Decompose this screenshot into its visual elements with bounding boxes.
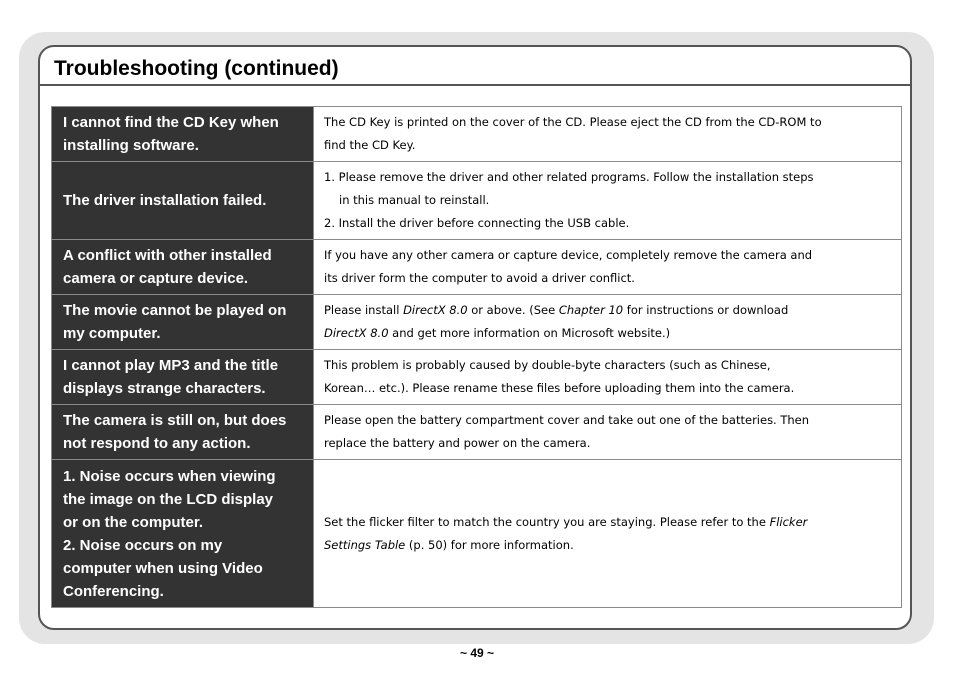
solution-text: find the CD Key. (324, 138, 416, 152)
solution-cell (314, 107, 902, 162)
problem-text: I cannot find the CD Key when (63, 114, 279, 131)
solution-text: for instructions or download (623, 303, 789, 317)
problem-text: installing software. (63, 137, 199, 154)
problem-text: computer when using Video (63, 559, 263, 577)
solution-text: If you have any other camera or capture device, completely remove the camera and (324, 248, 813, 262)
solution-line (324, 511, 893, 534)
problem-cell (52, 295, 314, 350)
solution-line (324, 299, 893, 322)
problem-text: my computer. (63, 325, 161, 342)
troubleshooting-table (51, 106, 902, 608)
problem-text: or on the computer. (63, 513, 204, 531)
solution-text: replace the battery and power on the camera. (324, 436, 591, 450)
problem-text: A conflict with other installed (63, 247, 272, 264)
problem-text: Conferencing. (63, 582, 164, 600)
emphasis-text: Settings Table (324, 537, 406, 552)
problem-text: camera or capture device. (63, 270, 249, 287)
table-row (52, 295, 902, 350)
table-row (52, 405, 902, 460)
problem-text: 2. Noise occurs on my (63, 536, 223, 554)
page-number: ~ 49 ~ (459, 646, 495, 660)
solution-text: Please install (324, 303, 404, 317)
page-title: Troubleshooting (continued) (54, 57, 339, 80)
table-row (52, 162, 902, 240)
problem-text: displays strange characters. (63, 380, 266, 397)
solution-text: (p. 50) for more information. (405, 537, 574, 552)
solution-text: its driver form the computer to avoid a driver conflict. (324, 271, 635, 285)
problem-text: The driver installation failed. (63, 192, 267, 209)
emphasis-text: DirectX 8.0 (324, 326, 389, 340)
solution-cell (314, 460, 902, 608)
solution-line (324, 534, 893, 557)
table-row (52, 107, 902, 162)
problem-cell (52, 107, 314, 162)
solution-cell (314, 162, 902, 240)
emphasis-text: Flicker (769, 514, 808, 529)
problem-cell (52, 350, 314, 405)
problem-cell (52, 405, 314, 460)
problem-text: The movie cannot be played on (63, 302, 287, 319)
table-row (52, 350, 902, 405)
problem-text: the image on the LCD display (63, 490, 274, 508)
solution-text: and get more information on Microsoft website.) (388, 326, 671, 340)
solution-text: or above. (See (467, 303, 559, 317)
problem-cell (52, 240, 314, 295)
solution-cell (314, 295, 902, 350)
solution-cell (314, 405, 902, 460)
problem-text: I cannot play MP3 and the title (63, 357, 279, 374)
solution-text: Please open the battery compartment cover and take out one of the batteries. Then (324, 413, 810, 427)
table-row (52, 460, 902, 608)
solution-text: Korean… etc.). Please rename these files before uploading them into the camera. (324, 381, 795, 395)
problem-text: not respond to any action. (63, 435, 251, 452)
solution-cell (314, 240, 902, 295)
problem-cell (52, 162, 314, 240)
table-row (52, 240, 902, 295)
solution-text: This problem is probably caused by double-byte characters (such as Chinese, (324, 358, 771, 372)
solution-text: The CD Key is printed on the cover of the CD. Please eject the CD from the CD-ROM to (324, 115, 822, 129)
solution-line (324, 322, 893, 345)
solution-text: 2. Install the driver before connecting the USB cable. (324, 216, 630, 230)
solution-text: in this manual to reinstall. (339, 193, 490, 207)
title-divider (40, 84, 910, 86)
problem-text: The camera is still on, but does (63, 412, 287, 429)
emphasis-text: DirectX 8.0 (403, 303, 468, 317)
problem-text: 1. Noise occurs when viewing (63, 467, 276, 485)
emphasis-text: Chapter 10 (558, 303, 624, 317)
solution-text: Set the flicker filter to match the country you are staying. Please refer to the (324, 514, 770, 529)
solution-text: 1. Please remove the driver and other related programs. Follow the installation steps (324, 170, 814, 184)
problem-cell (52, 460, 314, 608)
solution-cell (314, 350, 902, 405)
